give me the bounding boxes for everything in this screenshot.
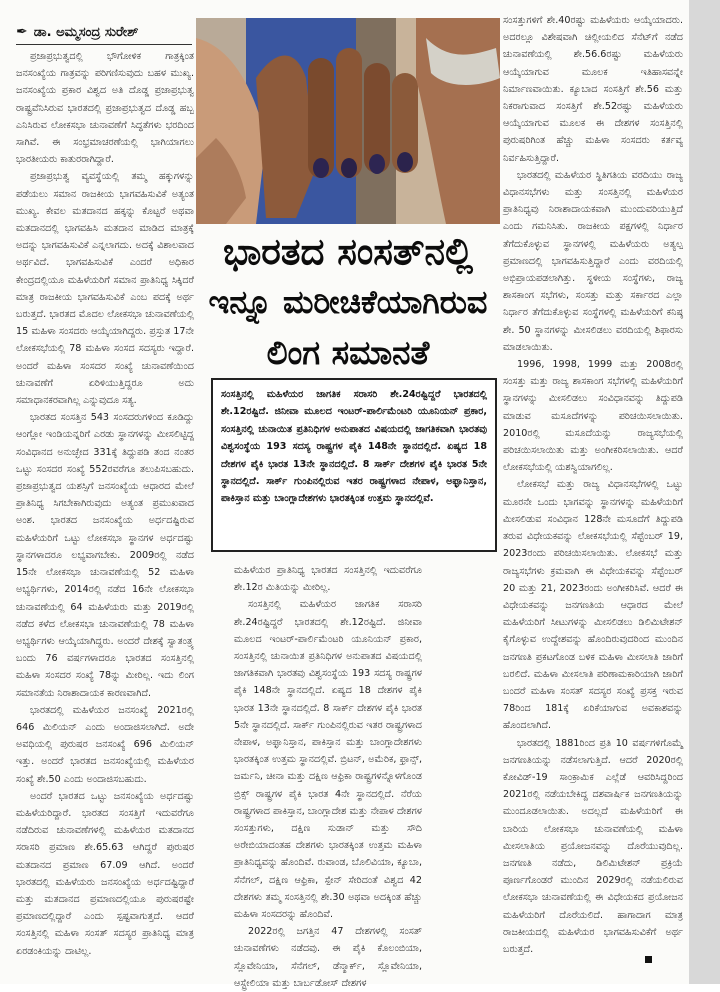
byline-rule xyxy=(16,44,192,45)
headline-line-2: ಇನ್ನೂ ಮರೀಚಿಕೆಯಾಗಿರುವ xyxy=(208,283,488,321)
paragraph: ಪ್ರಜಾಪ್ರಭುತ್ವದಲ್ಲಿ ಭೌಗೋಳಿಕ ಗಾತ್ರಕ್ಕಿಂತ ಜನಸಂಖ್ಯೆಯ ಗಾತ್ರವನ್ನು ಪರಿಗಣಿಸುವುದು ಬಹಳ ಮುಖ್ಯ. ಜನಸಂಖ್ಯೆಯ ಪ್ರಕಾರ ವಿಶ್ವದ ಅತಿ ದೊಡ್ಡ ಪ್ರಜಾಪ್ರಭುತ್ವ ರಾಷ್ಟ್ರವೆನಿಸಿರುವ ಭಾರತದಲ್ಲಿ ಪ್ರಜಾಪ್ರಭುತ್ವದ ದೊಡ್ಡ ಹಬ್ಬ ಎನಿಸಿರುವ ಲೋಕಸಭಾ ಚುನಾವಣೆಗೆ ಸಿದ್ಧತೆಗಳು ಭರದಿಂದ ಸಾಗಿವೆ. ಈ ಸಂಭ್ರಮಾಚರಣೆಯಲ್ಲಿ ಭಾಗಿಯಾಗಲು ಭಾರತೀಯರು ಕಾತುರರಾಗಿದ್ದಾರೆ. xyxy=(16,51,194,166)
article-column-2 xyxy=(234,562,422,989)
page-margin-edge xyxy=(689,0,720,984)
paragraph: ಪ್ರಜಾಪ್ರಭುತ್ವ ವ್ಯವಸ್ಥೆಯಲ್ಲಿ ತಮ್ಮ ಹಕ್ಕುಗಳನ್ನು ಪಡೆಯಲು ಸಮಾನ ರಾಜಕೀಯ ಭಾಗವಹಿಸುವಿಕೆ ಅತ್ಯಂತ ಮುಖ್ಯ. ಕೇವಲ ಮತದಾನದ ಹಕ್ಕನ್ನು ಕೊಟ್ಟರೆ ಅಥವಾ ಮತದಾನದಲ್ಲಿ ಭಾಗವಹಿಸಿ ಮತದಾನ ಮಾಡಿದ ಮಾತ್ರಕ್ಕೆ ಅದನ್ನು ಭಾಗವಹಿಸುವಿಕೆ ಎನ್ನಲಾಗದು. ಅದಕ್ಕೆ ವಿಶಾಲವಾದ ಅರ್ಥವಿದೆ. ಭಾಗವಹಿಸುವಿಕೆ ಎಂದರೆ ಅಧಿಕಾರ ಕೇಂದ್ರದಲ್ಲಿಯೂ ಮಹಿಳೆಯರಿಗೆ ಸಮಾನ ಪ್ರಾತಿನಿಧ್ಯ ಸಿಕ್ಕಿದರೆ ಮಾತ್ರ ರಾಜಕೀಯ ಭಾಗವಹಿಸುವಿಕೆ ಎಂಬ ಪದಕ್ಕೆ ಅರ್ಥ ಬರುತ್ತದೆ. ಭಾರತದ ಮೊದಲ ಲೋಕಸಭಾ ಚುನಾವಣೆಯಲ್ಲಿ 15 ಮಹಿಳಾ ಸಂಸದರು ಆಯ್ಕೆಯಾಗಿದ್ದರು. ಪ್ರಸ್ತುತ 17ನೇ ಲೋಕಸಭೆಯಲ್ಲಿ 78 ಮಹಿಳಾ ಸಂಸದ ಸದಸ್ಯರು ಇದ್ದಾರೆ. ಅಂದರೆ ಮಹಿಳಾ ಸಂಸದರ ಸಂಖ್ಯೆ ಚುನಾವಣೆಯಿಂದ ಚುನಾವಣೆಗೆ ಏರಿಳಿಯುತ್ತಿದ್ದರೂ ಅದು ಸಮಾಧಾನಕರವಾಗಿಲ್ಲ ಎನ್ನುವುದೂ ಸತ್ಯ. xyxy=(16,171,194,407)
paragraph: ಅಂದರೆ ಭಾರತದ ಒಟ್ಟು ಜನಸಂಖ್ಯೆಯ ಅರ್ಧದಷ್ಟು ಮಹಿಳೆಯರಿದ್ದಾರೆ. ಭಾರತದ ಸಂಸತ್ತಿಗೆ ಇದುವರೆಗೂ ನಡೆದಿರುವ ಚುನಾವಣೆಗಳಲ್ಲಿ ಮಹಿಳೆಯರ ಮತದಾನದ ಸರಾಸರಿ ಪ್ರಮಾಣ ಶೇ.65.63 ಆಗಿದ್ದರೆ ಪುರುಷರ ಮತದಾನದ ಪ್ರಮಾಣ 67.09 ಆಗಿದೆ. ಅಂದರೆ ಭಾರತದಲ್ಲಿ ಮಹಿಳೆಯರು ಜನಸಂಖ್ಯೆಯ ಅರ್ಧದಷ್ಟಿದ್ದಾರೆ ಮತ್ತು ಮತದಾನದ ಪ್ರಮಾಣದಲ್ಲಿಯೂ ಪುರುಷರಷ್ಟೇ ಪ್ರಮಾಣದಲ್ಲಿದ್ದಾರೆ ಎಂದು ಸ್ಪಷ್ಟವಾಗುತ್ತದೆ. ಆದರೆ ಸಂಸತ್ತಿನಲ್ಲಿ ಮಹಿಳಾ ಸಂಸತ್ ಸದಸ್ಯರ ಪ್ರಾತಿನಿಧ್ಯ ಮಾತ್ರ ಏರಡಂಕಿಯನ್ನು ದಾಟಿಲ್ಲ. xyxy=(16,790,194,957)
headline-line-3: ಲಿಂಗ ಸಮಾನತೆ xyxy=(266,333,430,372)
paragraph: 1996, 1998, 1999 ಮತ್ತು 2008ರಲ್ಲಿ ಸಂಸತ್ತು ಮತ್ತು ರಾಜ್ಯ ಶಾಸಕಾಂಗ ಸಭೆಗಳಲ್ಲಿ ಮಹಿಳೆಯರಿಗೆ ಸ್ಥಾನಗಳನ್ನು ಮೀಸಲಿಡಲು ಸಂವಿಧಾನವನ್ನು ತಿದ್ದುಪಡಿ ಮಾಡುವ ಮಸೂದೆಗಳನ್ನು ಪರಿಚಯಿಸಲಾಯಿತು. 2010ರಲ್ಲಿ ಮಸೂದೆಯನ್ನು ರಾಜ್ಯಸಭೆಯಲ್ಲಿ ಪರಿಚಯಿಸಲಾಯಿತು ಮತ್ತು ಅಂಗೀಕರಿಸಲಾಯಿತು. ಆದರೆ ಲೋಕಸಭೆಯಲ್ಲಿ ಯಶಸ್ವಿಯಾಗಲಿಲ್ಲ. xyxy=(503,359,683,474)
paragraph: 2022ರಲ್ಲಿ ಜಗತ್ತಿನ 47 ದೇಶಗಳಲ್ಲಿ ಸಂಸತ್ ಚುನಾವಣೆಗಳು ನಡೆದವು. ಈ ಪೈಕಿ ಕೊಲಂಬಿಯಾ, ಸ್ಲೊವೇನಿಯಾ, ಸೆನೆಗಲ್, ಡೆನ್ಮಾರ್ಕ್, ಸ್ಲೊವೇನಿಯಾ, ಆಸ್ಟ್ರೇಲಿಯಾ ಮತ್ತು ಬಾರ್ಬಡೋಸ್ ದೇಶಗಳ xyxy=(234,926,422,989)
pen-nib-icon: ✒ xyxy=(16,24,28,40)
headline-line-1: ಭಾರತದ ಸಂಸತ್‌ನಲ್ಲಿ xyxy=(222,229,474,273)
paragraph: ಭಾರತದಲ್ಲಿ ಮಹಿಳೆಯರ ಜನಸಂಖ್ಯೆ 2021ರಲ್ಲಿ 646 ಮಿಲಿಯನ್ ಎಂದು ಅಂದಾಜಿಸಲಾಗಿದೆ. ಅದೇ ಅವಧಿಯಲ್ಲಿ ಪುರುಷರ ಜನಸಂಖ್ಯೆ 696 ಮಿಲಿಯನ್ ಇತ್ತು. ಅಂದರೆ ಭಾರತದ ಜನಸಂಖ್ಯೆಯಲ್ಲಿ ಮಹಿಳೆಯರ ಸಂಖ್ಯೆ ಶೇ.50 ಎಂದು ಅಂದಾಜಿಸಬಹುದು. xyxy=(16,704,194,785)
paragraph: ಸಂಸತ್ತುಗಳಿಗೆ ಶೇ.40ರಷ್ಟು ಮಹಿಳೆಯರು ಆಯ್ಕೆಯಾದರು. ಅದರಲ್ಲೂ ವಿಶೇಷವಾಗಿ ಚಿಲ್ಲೀಯಲಿದ ಸೆನೆಟ್‌ಗೆ ನಡೆದ ಚುನಾವಣೆಯಲ್ಲಿ ಶೇ.56.6ರಷ್ಟು ಮಹಿಳೆಯರು ಆಯ್ಕೆಯಾಗುವ ಮೂಲಕ ಇತಿಹಾಸವನ್ನೇ ನಿರ್ಮಾಣವಾಯಿತು. ಕ್ಯೂಬಾದ ಸಂಸತ್ತಿಗೆ ಶೇ.56 ಮತ್ತು ನಿಕರಾಗುವಾದ ಸಂಸತ್ತಿಗೆ ಶೇ.52ರಷ್ಟು ಮಹಿಳೆಯರು ಆಯ್ಕೆಯಾಗುವ ಮೂಲಕ ಈ ದೇಶಗಳ ಸಂಸತ್ತಿನಲ್ಲಿ ಪುರುಷರಿಗಿಂತ ಹೆಚ್ಚು ಮಹಿಳಾ ಸಂಸದರು ಕರ್ತವ್ಯ ನಿರ್ವಹಿಸುತ್ತಿದ್ದಾರೆ. xyxy=(503,15,683,164)
paragraph: ಭಾರತದ ಸಂಸತ್ತಿನ 543 ಸಂಸದರುಗಳಿಂದ ಕೂಡಿದ್ದು ಆಂಗ್ಲೋ ಇಂಡಿಯನ್ನರಿಗೆ ಎರಡು ಸ್ಥಾನಗಳನ್ನು ಮೀಸಲಿಟ್ಟಿದ್ದ ಸಂವಿಧಾನದ ಅನುಚ್ಛೇದ 331ಕ್ಕೆ ತಿದ್ದುಪಡಿ ತಂದ ನಂತರ ಒಟ್ಟು ಸಂಸದರ ಸಂಖ್ಯೆ 552ರವರೆಗೂ ತಲುಪಿಸಬಹುದು. ಪ್ರಜಾಪ್ರಭುತ್ವದ ಯಶಸ್ಸಿಗೆ ಜನಸಂಖ್ಯೆಯ ಆಧಾರದ ಮೇಲೆ ಪ್ರಾತಿನಿಧ್ಯ ಸಿಗಬೇಕಾಗಿರುವುದು ಅತ್ಯಂತ ಪ್ರಮುಖವಾದ ಅಂಶ. ಭಾರತದ ಜನಸಂಖ್ಯೆಯ ಅರ್ಧದಷ್ಟಿರುವ ಮಹಿಳೆಯರಿಗೆ ಒಟ್ಟು ಲೋಕಸಭಾ ಸ್ಥಾನಗಳ ಅರ್ಧದಷ್ಟು ಸ್ಥಾನಗಳಾದರೂ ಲಭ್ಯವಾಗಬೇಕು. 2009ರಲ್ಲಿ ನಡೆದ 15ನೇ ಲೋಕಸಭಾ ಚುನಾವಣೆಯಲ್ಲಿ 52 ಮಹಿಳಾ ಅಭ್ಯರ್ಥಿಗಳು, 2014ರಲ್ಲಿ ನಡೆದ 16ನೇ ಲೋಕಸಭಾ ಚುನಾವಣೆಯಲ್ಲಿ 64 ಮಹಿಳೆಯರು ಮತ್ತು 2019ರಲ್ಲಿ ನಡೆದ ಕಳೆದ ಲೋಕಸಭಾ ಚುನಾವಣೆಯಲ್ಲಿ 78 ಮಹಿಳಾ ಅಭ್ಯರ್ಥಿಗಳು ಆಯ್ಕೆಯಾಗಿದ್ದರು. ಅಂದರೆ ದೇಶಕ್ಕೆ ಸ್ವಾತಂತ್ರ್ಯ ಬಂದು 76 ವರ್ಷಗಳಾದರೂ ಭಾರತದ ಸಂಸತ್ತಿನಲ್ಲಿ ಮಹಿಳಾ ಸಂಸದರ ಸಂಖ್ಯೆ 78ನ್ನು ಮೀರಿಲ್ಲ. ಇದು ಲಿಂಗ ಸಮಾನತೆಯ ನಿರಾಶಾದಾಯಕ ಕಾರಣವಾಗಿದೆ. xyxy=(16,412,194,699)
paragraph: ಸಂಸತ್ತಿನಲ್ಲಿ ಮಹಿಳೆಯರ ಜಾಗತಿಕ ಸರಾಸರಿ ಶೇ.24ರಷ್ಟಿದ್ದರೆ ಭಾರತದಲ್ಲಿ ಶೇ.12ರಷ್ಟಿದೆ. ಜಿನೀವಾ ಮೂಲದ ಇಂಟರ್-ಪಾರ್ಲಿಮೆಂಟರಿ ಯೂನಿಯನ್ ಪ್ರಕಾರ, ಸಂಸತ್ತಿನಲ್ಲಿ ಚುನಾಯಿತ ಪ್ರತಿನಿಧಿಗಳ ಅನುಪಾತದ ವಿಷಯದಲ್ಲಿ ಜಾಗತಿಕವಾಗಿ ಭಾರತವು ವಿಶ್ವಸಂಸ್ಥೆಯ 193 ಸದಸ್ಯ ರಾಷ್ಟ್ರಗಳ ಪೈಕಿ 148ನೇ ಸ್ಥಾನದಲ್ಲಿದೆ. ಏಷ್ಯದ 18 ದೇಶಗಳ ಪೈಕಿ ಭಾರತ 13ನೇ ಸ್ಥಾನದಲ್ಲಿದೆ. 8 ಸಾರ್ಕ್ ದೇಶಗಳ ಪೈಕಿ ಭಾರತ 5ನೇ ಸ್ಥಾನದಲ್ಲಿದೆ. ಸಾರ್ಕ್ ಗುಂಪಿನಲ್ಲಿರುವ ಇತರ ರಾಷ್ಟ್ರಗಳಾದ ನೇಪಾಳ, ಅಫ್ಘಾನಿಸ್ತಾನ, ಪಾಕಿಸ್ತಾನ ಮತ್ತು ಬಾಂಗ್ಲಾದೇಶಗಳು ಭಾರತಕ್ಕಿಂತ ಉತ್ತಮ ಸ್ಥಾನದಲ್ಲಿವೆ. ಬ್ರಿಟನ್, ಅಮೆರಿಕ, ಫ್ರಾನ್ಸ್, ಜರ್ಮನಿ, ಚೀನಾ ಮತ್ತು ದಕ್ಷಿಣ ಆಫ್ರಿಕಾ ರಾಷ್ಟ್ರಗಳನ್ನೊಳಗೊಂಡ ಬ್ರಿಕ್ಸ್ ರಾಷ್ಟ್ರಗಳ ಪೈಕಿ ಭಾರತ 4ನೇ ಸ್ಥಾನದಲ್ಲಿದೆ. ನೆರೆಯ ರಾಷ್ಟ್ರಗಳಾದ ಪಾಕಿಸ್ತಾನ, ಬಾಂಗ್ಲಾದೇಶ ಮತ್ತು ನೇಪಾಳ ದೇಶಗಳ ಸಂಸತ್ತುಗಳು, ದಕ್ಷಿಣ ಸುಡಾನ್ ಮತ್ತು ಸೌದಿ ಅರೇಬಿಯಾದಂತಹ ದೇಶಗಳು ಭಾರತಕ್ಕಿಂತ ಉತ್ತಮ ಮಹಿಳಾ ಪ್ರಾತಿನಿಧ್ಯವನ್ನು ಹೊಂದಿವೆ. ರುವಾಂಡ, ಬೊಲಿವಿಯಾ, ಕ್ಯೂಬಾ, ಸೆನೆಗಲ್, ದಕ್ಷಿಣ ಆಫ್ರಿಕಾ, ಸ್ಪೇನ್ ಸೇರಿದಂತೆ ವಿಶ್ವದ 42 ದೇಶಗಳು ತಮ್ಮ ಸಂಸತ್ತಿನಲ್ಲಿ ಶೇ.30 ಅಥವಾ ಅದಕ್ಕಿಂತ ಹೆಚ್ಚು ಮಹಿಳಾ ಸಂಸದರನ್ನು ಹೊಂದಿವೆ. xyxy=(234,599,422,921)
end-of-article-mark xyxy=(645,956,652,963)
author-name: ಡಾ. ಅಮ್ಮಸಂದ್ರ ಸುರೇಶ್ xyxy=(33,24,139,40)
paragraph: ಮಹಿಳೆಯರ ಪ್ರಾತಿನಿಧ್ಯ ಭಾರತದ ಸಂಸತ್ತಿನಲ್ಲಿ ಇದುವರೆಗೂ ಶೇ.12ರ ಮಿತಿಯನ್ನು ಮೀರಿಲ್ಲ. xyxy=(234,565,422,594)
author-byline xyxy=(16,20,194,44)
pull-quote-box: ಸಂಸತ್ತಿನಲ್ಲಿ ಮಹಿಳೆಯರ ಜಾಗತಿಕ ಸರಾಸರಿ ಶೇ.24ರಷ್ಟಿದ್ದರೆ ಭಾರತದಲ್ಲಿ ಶೇ.12ರಷ್ಟಿದೆ. ಜಿನೀವಾ ಮೂಲದ ಇಂಟರ್-ಪಾರ್ಲಿಮೆಂಟರಿ ಯೂನಿಯನ್ ಪ್ರಕಾರ, ಸಂಸತ್ತಿನಲ್ಲಿ ಚುನಾಯಿತ ಪ್ರತಿನಿಧಿಗಳ ಅನುಪಾತದ ವಿಷಯದಲ್ಲಿ ಜಾಗತಿಕವಾಗಿ ಭಾರತವು ವಿಶ್ವಸಂಸ್ಥೆಯ 193 ಸದಸ್ಯ ರಾಷ್ಟ್ರಗಳ ಪೈಕಿ 148ನೇ ಸ್ಥಾನದಲ್ಲಿದೆ. ಏಷ್ಯದ 18 ದೇಶಗಳ ಪೈಕಿ ಭಾರತ 13ನೇ ಸ್ಥಾನದಲ್ಲಿದೆ. 8 ಸಾರ್ಕ್ ದೇಶಗಳ ಪೈಕಿ ಭಾರತ 5ನೇ ಸ್ಥಾನದಲ್ಲಿದೆ. ಸಾರ್ಕ್ ಗುಂಪಿನಲ್ಲಿರುವ ಇತರ ರಾಷ್ಟ್ರಗಳಾದ ನೇಪಾಳ, ಅಫ್ಘಾನಿಸ್ತಾನ, ಪಾಕಿಸ್ತಾನ ಮತ್ತು ಬಾಂಗ್ಲಾದೇಶಗಳು ಭಾರತಕ್ಕಿಂತ ಉತ್ತಮ ಸ್ಥಾನದಲ್ಲಿವೆ. xyxy=(211,378,497,552)
paragraph: ಲೋಕಸಭೆ ಮತ್ತು ರಾಜ್ಯ ವಿಧಾನಸಭೆಗಳಲ್ಲಿ ಒಟ್ಟು ಮೂರನೇ ಒಂದು ಭಾಗವನ್ನು ಸ್ಥಾನಗಳನ್ನು ಮಹಿಳೆಯರಿಗೆ ಮೀಸಲಿಡುವ ಸಂವಿಧಾನ 128ನೇ ಮಸೂದೆಗೆ ತಿದ್ದುಪಡಿ ತರುವ ವಿಧೇಯಕವನ್ನು ಲೋಕಸಭೆಯಲ್ಲಿ ಸೆಪ್ಟೆಂಬರ್ 19, 2023ರಂದು ಪರಿಚಯಿಸಲಾಯಿತು. ಲೋಕಸಭೆ ಮತ್ತು ರಾಜ್ಯಸಭೆಗಳು ಕ್ರಮವಾಗಿ ಈ ವಿಧೇಯಕವನ್ನು ಸೆಪ್ಟೆಂಬರ್ 20 ಮತ್ತು 21, 2023ರಂದು ಅಂಗೀಕರಿಸಿವೆ. ಆದರೆ ಈ ವಿಧೇಯಕವನ್ನು ಜನಗಣತಿಯ ಆಧಾರದ ಮೇಲೆ ಮಹಿಳೆಯರಿಗೆ ಸೀಟುಗಳನ್ನು ಮೀಸಲಿಡಲು ಡಿಲಿಮಿಟೇಶನ್ ಕೈಗೊಳ್ಳುವ ಉದ್ದೇಶವನ್ನು ಹೊಂದಿರುವುದರಿಂದ ಮುಂದಿನ ಜನಗಣತಿ ಪ್ರಕಟಗೊಂಡ ಬಳಿಕ ಮಹಿಳಾ ಮೀಸಲಾತಿ ಜಾರಿಗೆ ಬರಲಿದೆ. ಮಹಿಳಾ ಮೀಸಲಾತಿ ಪರಿಣಾಮಕಾರಿಯಾಗಿ ಜಾರಿಗೆ ಬಂದರೆ ಮಹಿಳಾ ಸಂಸತ್ ಸದಸ್ಯರ ಸಂಖ್ಯೆ ಪ್ರಸಕ್ತ ಇರುವ 78ರಿಂದ 181ಕ್ಕೆ ಏರಿಕೆಯಾಗುವ ಅವಕಾಶವನ್ನು ಹೊಂದಲಾಗಿದೆ. xyxy=(503,479,683,732)
inked-fingers-photo xyxy=(196,18,500,224)
paragraph: ಭಾರತದಲ್ಲಿ 1881ರಿಂದ ಪ್ರತಿ 10 ವರ್ಷಗಳಿಗೊಮ್ಮೆ ಜನಗಣತಿಯನ್ನು ನಡೆಸಲಾಗುತ್ತಿದೆ. ಆದರೆ 2020ರಲ್ಲಿ ಕೋವಿಡ್-19 ಸಾಂಕ್ರಾಮಿಕ ಎಲ್ಲೆಡೆ ಆವರಿಸಿದ್ದರಿಂದ 2021ರಲ್ಲಿ ನಡೆಯಬೇಕಿದ್ದ ದಶವಾರ್ಷಿಕ ಜನಗಣತಿಯನ್ನು ಮುಂದೂಡಲಾಯಿತು. ಅದಲ್ಲದೆ ಮಹಿಳೆಯರಿಗೆ ಈ ಬಾರಿಯ ಲೋಕಸಭಾ ಚುನಾವಣೆಯಲ್ಲಿ ಮಹಿಳಾ ಮೀಸಲಾತಿಯ ಪ್ರಯೋಜನವನ್ನು ದೊರೆಯುವುದಿಲ್ಲ. ಜನಗಣತಿ ನಡೆದು, ಡಿಲಿಮಿಟೇಶನ್ ಪ್ರಕ್ರಿಯೆ ಪೂರ್ಣಗೊಂಡರೆ ಮುಂದಿನ 2029ರಲ್ಲಿ ನಡೆಯಲಿರುವ ಲೋಕಸಭಾ ಚುನಾವಣೆಯಲ್ಲಿ ಈ ವಿಧೇಯಕದ ಪ್ರಯೋಜನ ಮಹಿಳೆಯರಿಗೆ ದೊರೆಯಲಿದೆ. ಹಾಗಾದಾಗ ಮಾತ್ರ ರಾಜಕೀಯದಲ್ಲಿ ಮಹಿಳೆಯರ ಭಾಗವಹಿಸುವಿಕೆಗೆ ಅರ್ಥ ಬರುತ್ತದೆ. xyxy=(503,737,683,955)
article-column-3 xyxy=(503,12,683,956)
article-column-1 xyxy=(16,48,194,976)
paragraph: ಭಾರತದಲ್ಲಿ ಮಹಿಳೆಯರ ಸ್ಥಿತಿಗತಿಯ ವರದಿಯು ರಾಜ್ಯ ವಿಧಾನಸಭೆಗಳು ಮತ್ತು ಸಂಸತ್ತಿನಲ್ಲಿ ಮಹಿಳೆಯರ ಪ್ರಾತಿನಿಧ್ಯವು ನಿರಾಶಾದಾಯಕವಾಗಿ ಮುಂದುವರಿಯುತ್ತಿದೆ ಎಂದು ಗಮನಿಸಿತು. ರಾಜಕೀಯ ಪಕ್ಷಗಳಲ್ಲಿ ನಿರ್ಧಾರ ತೆಗೆದುಕೊಳ್ಳುವ ಸ್ಥಾನಗಳಲ್ಲಿ ಮಹಿಳೆಯರು ಅತ್ಯಲ್ಪ ಪ್ರಮಾಣದಲ್ಲಿ ಭಾಗವಹಿಸುತ್ತಿದ್ದಾರೆ ಎಂದು ವರದಿಯಲ್ಲಿ ಅಭಿಪ್ರಾಯಪಡಲಾಗಿತ್ತು. ಸ್ಥಳೀಯ ಸಂಸ್ಥೆಗಳು, ರಾಜ್ಯ ಶಾಸಕಾಂಗ ಸಭೆಗಳು, ಸಂಸತ್ತು ಮತ್ತು ಸರ್ಕಾರದ ಎಲ್ಲಾ ನಿರ್ಧಾರ ತೆಗೆದುಕೊಳ್ಳುವ ಸಂಸ್ಥೆಗಳಲ್ಲಿ ಮಹಿಳೆಯರಿಗೆ ಕನಿಷ್ಠ ಶೇ. 50 ಸ್ಥಾನಗಳನ್ನು ಮೀಸಲಿಡಲು ವರದಿಯಲ್ಲಿ ಶಿಫಾರಸು ಮಾಡಲಾಯಿತು. xyxy=(503,169,683,353)
